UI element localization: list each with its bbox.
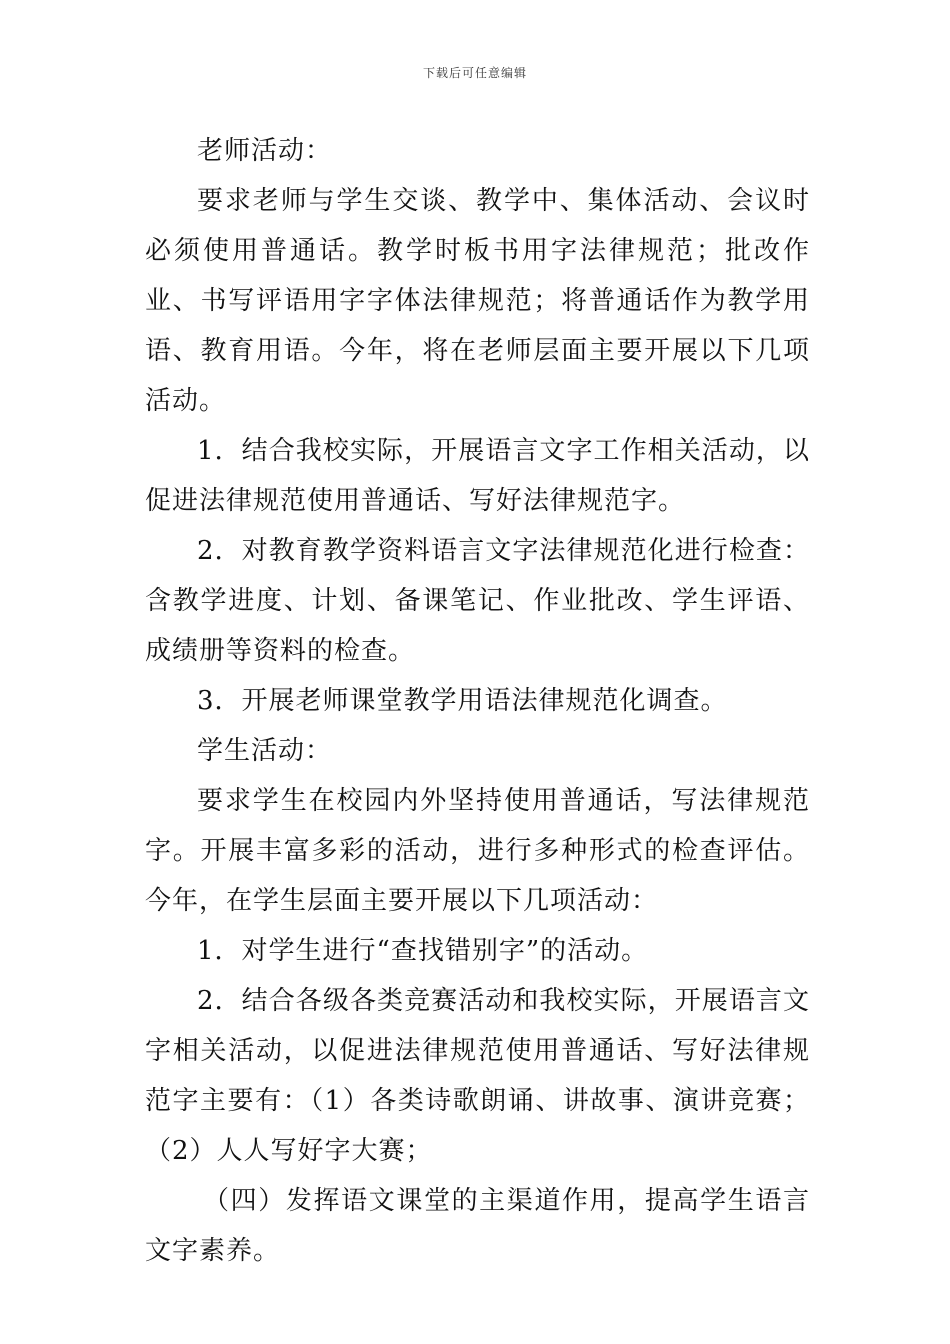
- list-item-teacher-2: 2．对教育教学资料语言文字法律规范化进行检查：含教学进度、计划、备课笔记、作业批改、学生评语、成绩册等资料的检查。: [145, 536, 810, 666]
- list-item-student-1: 1．对学生进行“查找错别字”的活动。: [197, 936, 649, 966]
- heading-teacher-activities: 老师活动：: [197, 136, 333, 166]
- list-item-student-2: 2．结合各级各类竞赛活动和我校实际，开展语言文字相关活动，以促进法律规范使用普通话、写好法律规范字主要有：（1）各类诗歌朗诵、讲故事、演讲竞赛；（2）人人写好字大赛；: [145, 986, 810, 1166]
- paragraph-student-requirements: 要求学生在校园内外坚持使用普通话，写法律规范字。开展丰富多彩的活动，进行多种形式的检查评估。今年，在学生层面主要开展以下几项活动：: [145, 786, 810, 916]
- paragraph-teacher-requirements: 要求老师与学生交谈、教学中、集体活动、会议时必须使用普通话。教学时板书用字法律规范；批改作业、书写评语用字字体法律规范；将普通话作为教学用语、教育用语。今年，将在老师层面主要开展以下几项活动。: [145, 186, 810, 416]
- document-body: [145, 126, 810, 1276]
- list-item-teacher-1: 1．结合我校实际，开展语言文字工作相关活动，以促进法律规范使用普通话、写好法律规范字。: [145, 436, 810, 516]
- heading-student-activities: 学生活动：: [197, 736, 333, 766]
- header-note: 下载后可任意编辑: [422, 66, 527, 80]
- list-item-teacher-3: 3．开展老师课堂教学用语法律规范化调查。: [197, 686, 728, 716]
- section-four-paragraph: （四）发挥语文课堂的主渠道作用，提高学生语言文字素养。: [145, 1186, 810, 1266]
